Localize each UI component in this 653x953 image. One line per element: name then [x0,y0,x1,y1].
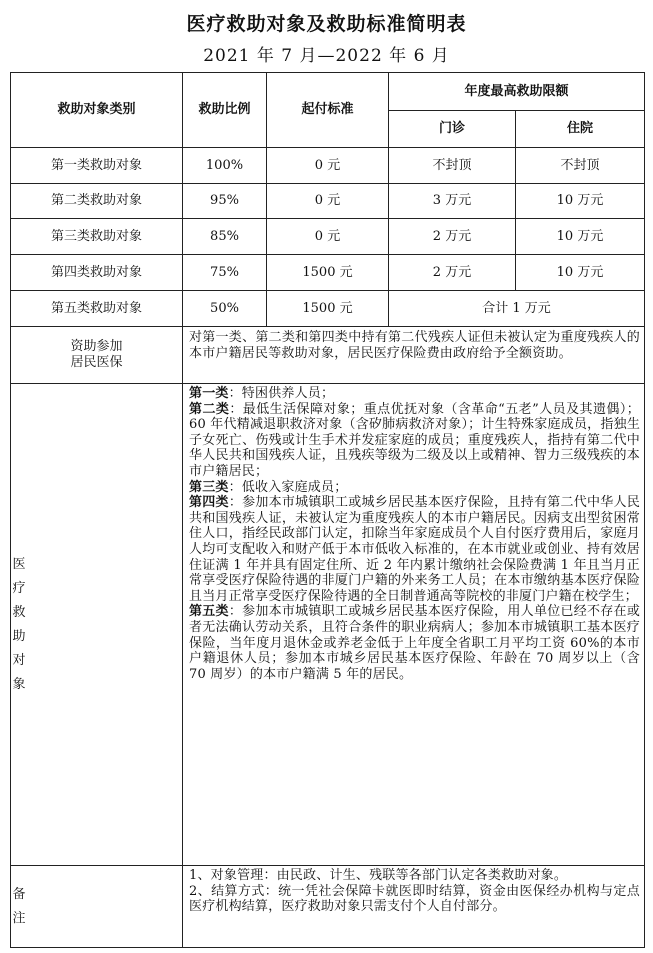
header-inpatient: 住院 [516,111,645,148]
objects-row [11,384,645,866]
objects-item [189,386,640,402]
header-annual-limit: 年度最高救助限额 [389,73,645,111]
table-header-row [11,73,645,111]
objects-item [189,402,640,480]
row-outpatient: 2 万元 [389,255,516,291]
row-outpatient: 3 万元 [389,184,516,219]
row-inpatient: 10 万元 [516,184,645,219]
objects-item-head: 第五类 [189,604,229,620]
row-threshold: 1500 元 [267,291,389,327]
header-category: 救助对象类别 [11,73,183,148]
objects-item [189,604,640,682]
note-item: 2、结算方式：统一凭社会保障卡就医即时结算，资金由医保经办机构与定点医疗机构结算，医疗救助对象只需支付个人自付部分。 [189,883,641,915]
row-ratio: 95% [183,184,267,219]
funding-text-cell [183,327,645,384]
row-threshold: 1500 元 [267,255,389,291]
row-inpatient: 10 万元 [516,219,645,255]
funding-label-line: 居民医保 [70,355,123,370]
notes-label-vertical [11,883,27,931]
objects-item-head: 第三类 [189,479,229,495]
row-inpatient: 不封顶 [516,148,645,184]
objects-item-text: ：参加本市城镇职工或城乡居民基本医疗保险，且持有第二代中华人民共和国残疾人证，未被认定为重度残疾人的本市户籍居民。因病支出型贫困常住人口，指经民政部门认定，扣除当年家庭成员个人自付医疗费用后，家庭月人均可支配收入和财产低于本市低收入标准的，在本市就业或创业、持有效居住证满 1 年并具有固定住所、近 2 年内累计缴纳社会保险费满 1 年且当月正常享受医疗保险待遇的非厦门户籍的外来务工人员；在本市缴纳基本医疗保险且当月正常享受医疗保险待遇的全日制普通高等院校的非厦门户籍在校学生； [189,495,641,604]
objects-item-text: ：低收入家庭成员； [228,479,348,495]
row-ratio: 100% [183,148,267,184]
row-category: 第一类救助对象 [11,148,183,184]
objects-label-char: 医 [12,556,26,572]
header-outpatient: 门诊 [389,111,516,148]
table-row [11,148,645,184]
objects-label-char: 助 [12,628,26,644]
notes-row [11,866,645,948]
notes-label-char: 注 [12,910,26,926]
objects-item [189,480,640,496]
row-ratio: 85% [183,219,267,255]
objects-item-head: 第四类 [189,495,229,511]
funding-text: 对第一类、第二类和第四类中持有第二代残疾人证但未被认定为重度残疾人的本市户籍居民等救助对象，居民医疗保险费由政府给予全额资助。 [189,330,641,361]
objects-label-char: 疗 [12,580,26,596]
row-category: 第三类救助对象 [11,219,183,255]
row-outpatient: 不封顶 [389,148,516,184]
header-ratio: 救助比例 [183,73,267,148]
objects-item-head: 第二类 [189,401,230,417]
row-outpatient: 2 万元 [389,219,516,255]
objects-item-text: ：参加本市城镇职工或城乡居民基本医疗保险，用人单位已经不存在或者无法确认劳动关系，且符合条件的职业病病人；参加本市城镇职工基本医疗保险，当年度月退休金或养老金低于上年度全省职工月平均工资 60%的本市户籍退休人员；参加本市城乡居民基本医疗保险、年龄在 70 周岁以上（含 70 周岁）的本市户籍满 5 年的居民。 [189,604,641,682]
row-inpatient: 10 万元 [516,255,645,291]
objects-item-head: 第一类 [189,386,229,401]
table-row [11,291,645,327]
note-item: 1、对象管理：由民政、计生、残联等各部门认定各类救助对象。 [189,868,568,883]
objects-label-vertical [11,553,27,697]
row-threshold: 0 元 [267,184,389,219]
funding-label-line: 资助参加 [70,339,123,355]
objects-text-cell [183,384,645,866]
row-threshold: 0 元 [267,148,389,184]
funding-label [11,327,183,384]
row-category: 第二类救助对象 [11,184,183,219]
row-combined-limit: 合计 1 万元 [389,291,645,327]
objects-item-text: ：最低生活保障对象；重点优抚对象（含革命“五老”人员及其遗偶）；60 年代精减退职救济对象（含矽肺病救济对象）；计生特殊家庭成员，指独生子女死亡、伤残或计生手术并发症家庭的成员；重度残疾人，指持有第二代中华人民共和国残疾人证，且残疾等级为二级及以上或精神、智力三级残疾的本市户籍居民； [189,401,641,479]
objects-item [189,495,640,604]
notes-text-cell [183,866,645,948]
objects-label-char: 救 [12,604,26,620]
notes-label [11,866,183,948]
row-category: 第四类救助对象 [11,255,183,291]
header-threshold: 起付标准 [267,73,389,148]
table-row [11,255,645,291]
assistance-table [10,72,645,948]
row-threshold: 0 元 [267,219,389,255]
objects-label-char: 对 [12,652,26,668]
document-subtitle: 2021 年 7 月—2022 年 6 月 [203,46,450,66]
objects-label-char: 象 [12,676,26,692]
row-ratio: 50% [183,291,267,327]
objects-label [11,384,183,866]
row-ratio: 75% [183,255,267,291]
notes-label-char: 备 [12,886,26,902]
objects-item-text: ：特困供养人员； [228,386,335,401]
table-row [11,184,645,219]
funding-row [11,327,645,384]
row-category: 第五类救助对象 [11,291,183,327]
document-title: 医疗救助对象及救助标准简明表 [186,13,467,35]
table-row [11,219,645,255]
